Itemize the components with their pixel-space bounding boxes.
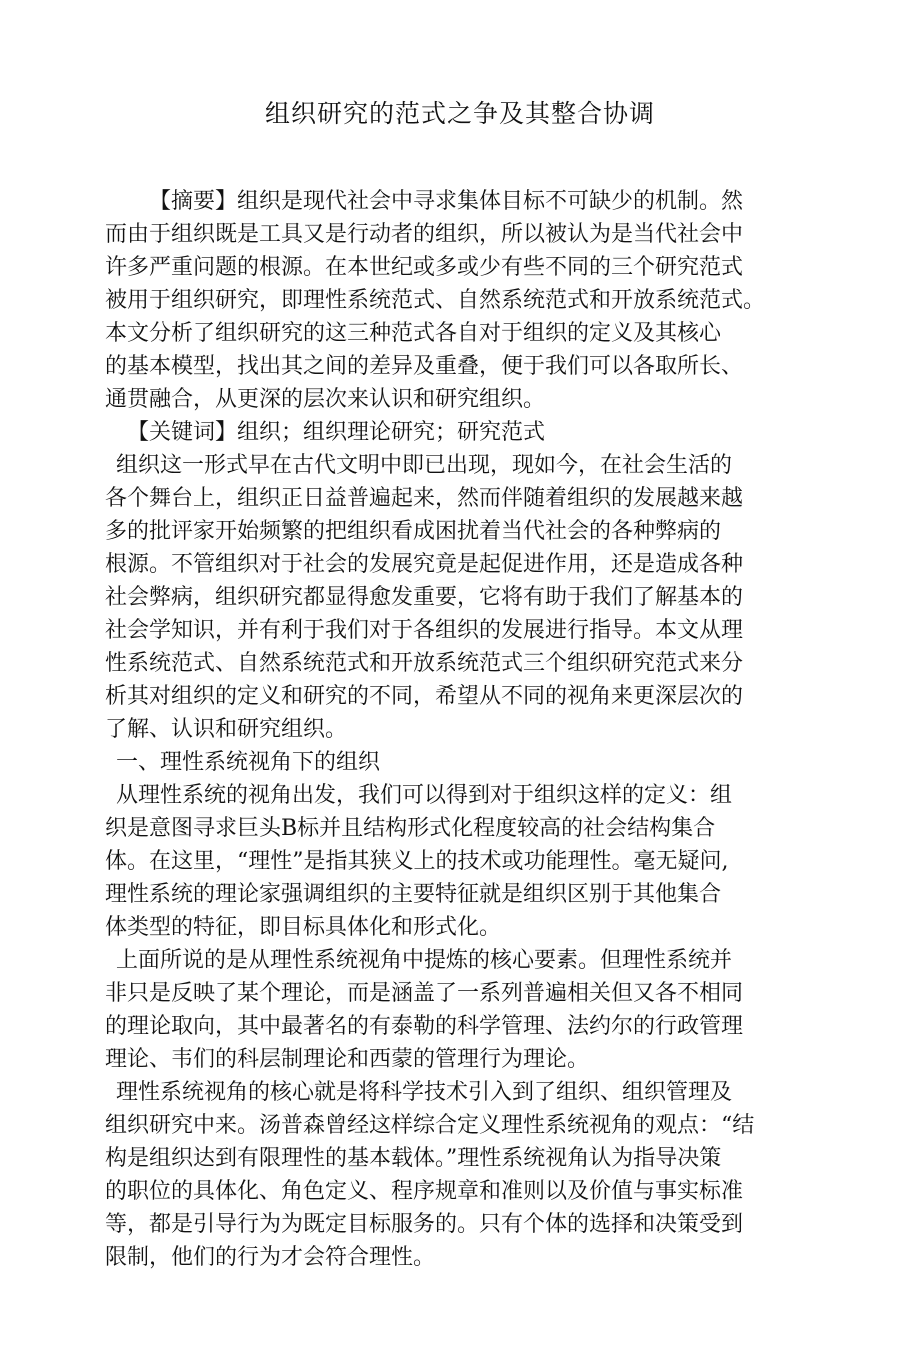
paragraph-line: 体。在这里，“理性”是指其狭义上的技术或功能理性。毫无疑问,: [105, 849, 729, 874]
paragraph-line: 限制，他们的行为才会符合理性。: [105, 1245, 436, 1270]
abstract-line: 本文分析了组织研究的这三种范式各自对于组织的定义及其核心: [105, 321, 722, 346]
paragraph-line: 社会学知识，并有利于我们对于各组织的发展进行指导。本文从理: [105, 618, 744, 643]
paragraph-line: 组织这一形式早在古代文明中即已出现，现如今，在社会生活的: [116, 453, 733, 478]
abstract-line: 的基本模型，找出其之间的差异及重叠，便于我们可以各取所长、: [105, 354, 744, 379]
abstract-line: 被用于组织研究，即理性系统范式、自然系统范式和开放系统范式。: [105, 288, 766, 313]
paragraph-line: 组织研究中来。汤普森曾经这样综合定义理性系统视角的观点：“结: [105, 1113, 755, 1138]
paragraph-line: 各个舞台上，组织正日益普遍起来，然而伴随着组织的发展越来越: [105, 486, 744, 511]
paragraph-line: 理性系统视角的核心就是将科学技术引入到了组织、组织管理及: [116, 1080, 733, 1105]
paragraph-line: 理论、韦们的科层制理论和西蒙的管理行为理论。: [105, 1047, 590, 1072]
paragraph-line: 等，都是引导行为为既定目标服务的。只有个体的选择和决策受到: [105, 1212, 744, 1237]
paragraph-line: 构是组织达到有限理性的基本载体。”理性系统视角认为指导决策: [105, 1146, 722, 1171]
paragraph-line: 性系统范式、自然系统范式和开放系统范式三个组织研究范式来分: [105, 651, 744, 676]
paragraph-line: 社会弊病，组织研究都显得愈发重要，它将有助于我们了解基本的: [105, 585, 744, 610]
paragraph-line: 理性系统的理论家强调组织的主要特征就是组织区别于其他集合: [105, 882, 722, 907]
paragraph-line: 从理性系统的视角出发，我们可以得到对于组织这样的定义：组: [116, 783, 733, 808]
paragraph-line: 体类型的特征，即目标具体化和形式化。: [105, 915, 502, 940]
abstract-line: 通贯融合，从更深的层次来认识和研究组织。: [105, 387, 546, 412]
document-body: [105, 185, 825, 1274]
document-title: 组织研究的范式之争及其整合协调: [264, 99, 655, 128]
paragraph-line: 织是意图寻求巨头B标并且结构形式化程度较高的社会结构集合: [105, 816, 716, 841]
paragraph-line: 上面所说的是从理性系统视角中提炼的核心要素。但理性系统并: [116, 948, 733, 973]
paragraph-line: 多的批评家开始频繁的把组织看成困扰着当代社会的各种弊病的: [105, 519, 722, 544]
section-heading: 一、理性系统视角下的组织: [116, 750, 381, 775]
paragraph-line: 析其对组织的定义和研究的不同，希望从不同的视角来更深层次的: [105, 684, 744, 709]
paragraph-line: 了解、认识和研究组织。: [105, 717, 348, 742]
keywords-line: 【关键词】组织；组织理论研究；研究范式: [127, 420, 546, 445]
paragraph-line: 非只是反映了某个理论，而是涵盖了一系列普遍相关但又各不相同: [105, 981, 744, 1006]
abstract-line: 【摘要】组织是现代社会中寻求集体目标不可缺少的机制。然: [149, 189, 744, 214]
paragraph-line: 的职位的具体化、角色定义、程序规章和准则以及价值与事实标准: [105, 1179, 744, 1204]
abstract-line: 而由于组织既是工具又是行动者的组织，所以被认为是当代社会中: [105, 222, 744, 247]
paragraph-line: 根源。不管组织对于社会的发展究竟是起促进作用，还是造成各种: [105, 552, 744, 577]
abstract-line: 许多严重问题的根源。在本世纪或多或少有些不同的三个研究范式: [105, 255, 744, 280]
paragraph-line: 的理论取向，其中最著名的有泰勒的科学管理、法约尔的行政管理: [105, 1014, 744, 1039]
